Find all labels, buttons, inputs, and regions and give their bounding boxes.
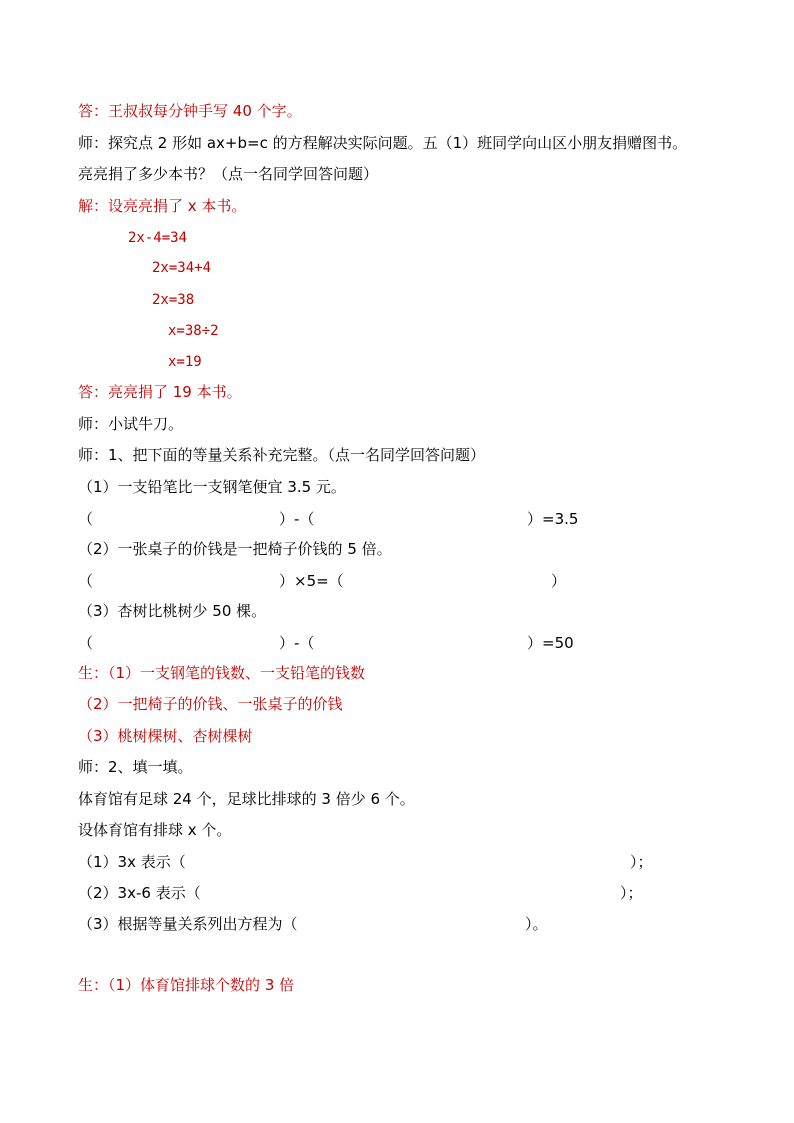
blank-2-close: ）	[551, 572, 567, 590]
blank-2-middle: ）×5=（	[279, 572, 344, 590]
teacher-line-practice: 师：小试牛刀。	[78, 415, 184, 433]
teacher-line-task-2: 师：2、填一填。	[78, 758, 193, 776]
equation-step-4: x=38÷2	[168, 323, 219, 339]
equation-step-1: 2x-4=34	[128, 230, 188, 246]
answer-line-2: 答：亮亮捐了 19 本书。	[78, 383, 242, 401]
equation-step-2: 2x=34+4	[152, 260, 212, 276]
assumption-line: 设体育馆有排球 x 个。	[78, 821, 232, 839]
fill-1-text: （1）3x 表示（	[78, 853, 186, 871]
equation-step-3: 2x=38	[152, 292, 195, 308]
blank-1-middle: ）-（	[279, 510, 315, 528]
fill-2-close: ）；	[620, 884, 643, 902]
problem-statement: 体育馆有足球 24 个，足球比排球的 3 倍少 6 个。	[78, 790, 415, 808]
fill-2-text: （2）3x-6 表示（	[78, 884, 201, 902]
blank-3-open: （	[78, 634, 94, 652]
fill-3-close: ）。	[525, 915, 548, 933]
teacher-line-task-1: 师：1、把下面的等量关系补充完整。（点一名同学回答问题）	[78, 446, 486, 464]
student-answer-1: 生：（1）一支钢笔的钱数、一支铅笔的钱数	[78, 664, 366, 682]
item-2-text: （2）一张桌子的价钱是一把椅子价钱的 5 倍。	[78, 540, 392, 558]
equation-step-5: x=19	[168, 354, 202, 370]
blank-1-open: （	[78, 510, 94, 528]
item-3-text: （3）杏树比桃树少 50 棵。	[78, 602, 267, 620]
blank-3-middle: ）-（	[279, 634, 315, 652]
teacher-line-explore: 师：探究点 2 形如 ax+b=c 的方程解决实际问题。五（1）班同学向山区小朋友捐赠图书。	[78, 134, 688, 152]
answer-line-1: 答：王叔叔每分钟手写 40 个字。	[78, 102, 302, 120]
fill-1-close: ）；	[630, 853, 653, 871]
fill-3-text: （3）根据等量关系列出方程为（	[78, 915, 298, 933]
student-answer-4: 生：（1）体育馆排球个数的 3 倍	[78, 976, 295, 994]
student-answer-2: （2）一把椅子的价钱、一张桌子的价钱	[78, 695, 343, 713]
blank-1-close: ）=3.5	[527, 510, 579, 528]
question-line: 亮亮捐了多少本书？（点一名同学回答问题）	[78, 165, 379, 183]
item-1-text: （1）一支铅笔比一支钢笔便宜 3.5 元。	[78, 478, 346, 496]
blank-3-close: ）=50	[527, 634, 574, 652]
blank-2-open: （	[78, 572, 94, 590]
solution-line: 解：设亮亮捐了 x 本书。	[78, 197, 247, 215]
student-answer-3: （3）桃树棵树、杏树棵树	[78, 727, 253, 745]
